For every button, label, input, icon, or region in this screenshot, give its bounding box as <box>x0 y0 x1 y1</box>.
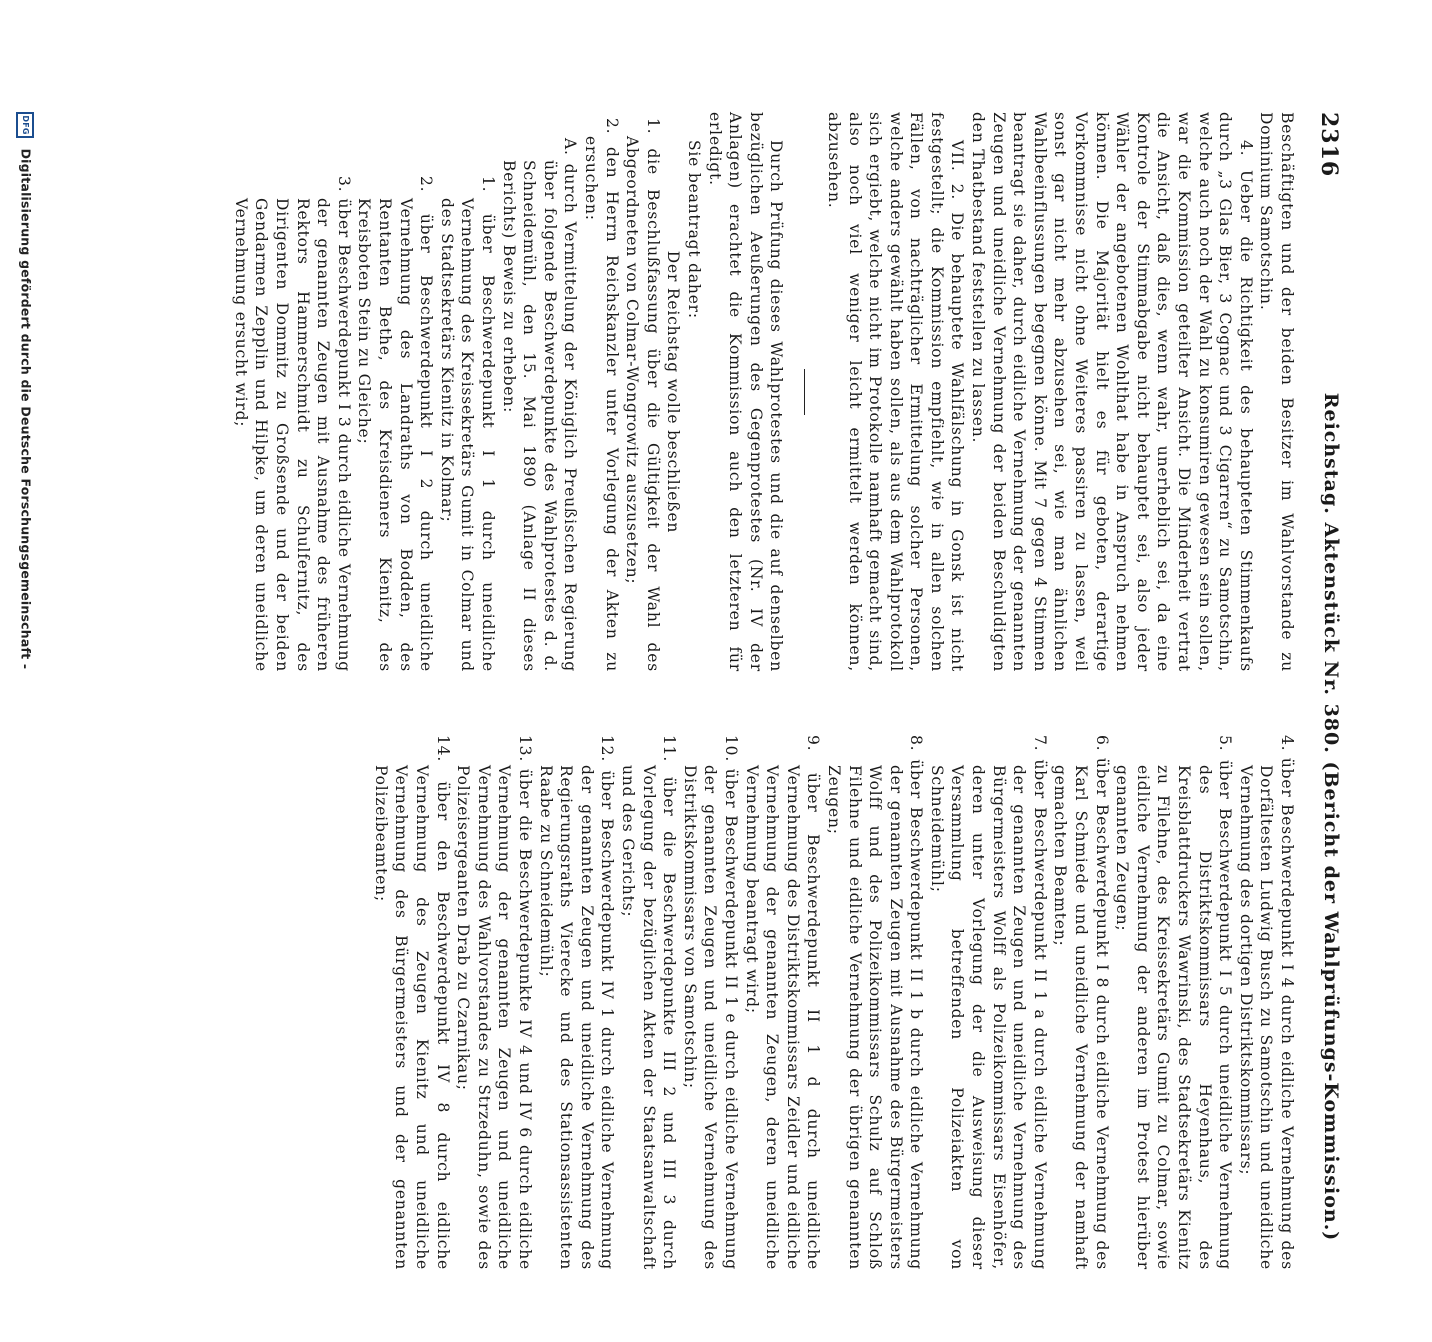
list-item: 14. über den Beschwerdepunkt IV 8 durch eidliche Vernehmung des Zeugen Kienitz und uneidliche Vernehmung des Bürgermeisters und der genannten Polizeibeamten; <box>371 735 452 1270</box>
list-item: 12. über Beschwerdepunkt IV 1 durch eidliche Vernehmung der genannten Zeugen und uneidliche Vernehmung des Regierungsraths Vierecke und des Stationsassistenten Raabe zu Schneidemühl; <box>536 735 617 1270</box>
dfg-logo-icon: DFG <box>16 112 34 138</box>
left-column <box>147 112 1297 672</box>
divider <box>804 369 805 415</box>
list-item: 2. den Herrn Reichskanzler unter Vorlegung der Akten zu ersuchen: <box>582 118 621 672</box>
page-header <box>1308 112 1348 1342</box>
paragraph: Sie beantragt daher: <box>684 140 703 319</box>
list-item: 10. über Beschwerdepunkt II 1 e durch eidliche Vernehmung der genannten Zeugen und uneidliche Vernehmung des Distriktskommissars von Samotschin; <box>680 735 740 1270</box>
paragraph: Durch Prüfung dieses Wahlprotestes und die auf denselben bezüglichen Aeußerungen des Gegenprotestes (Nr. IV der Anlagen) erachtet die Kommission auch den letzteren für erledigt. <box>705 112 786 672</box>
list-item: 9. über Beschwerdepunkt II 1 d durch uneidliche Vernehmung des Distriktskommissars Zeidler und eidliche Vernehmung der genannten Zeugen, deren uneidliche Vernehmung beantragt wird; <box>742 735 823 1270</box>
list-item: 11. über die Beschwerdepunkte III 2 und III 3 durch Vorlegung der bezüglichen Akten der Staatsanwaltschaft und des Gerichts; <box>619 735 679 1270</box>
list-item: 1. die Beschlußfassung über die Gültigkeit der Wahl des Abgeordneten von Colmar-Wongrowitz auszusetzen; <box>623 118 662 672</box>
paragraph: VII. 2. Die behauptete Wahlfälschung in Gonsk ist nicht festgestellt; die Kommission empfiehlt, wie in allen solchen Fällen, von nachträglicher Ermittelung solcher Personen, welche anders gewählt haben sollen, als aus dem Wahlprotokoll sich ergiebt, welche nicht im Protokolle namhaft gemacht sind, also noch viel weniger leicht ermittelt werden können, abzusehen. <box>824 112 967 672</box>
header-title: Reichstag. Aktenstück Nr. 380. (Bericht der Wahlprüfungs-Kommission.) <box>1320 392 1342 1242</box>
page-number: 2316 <box>1316 112 1342 178</box>
list-item: 1. über Beschwerdepunkt I 1 durch uneidliche Vernehmung des Kreissekretärs Gumit in Colmar und des Stadtsekretärs Kienitz in Kolmar; <box>437 176 498 672</box>
list-item: 4. über Beschwerdepunkt I 4 durch eidliche Vernehmung des Dorfältesten Ludwig Busch zu Samotschin und uneidliche Vernehmung des dortigen Distriktskommissars; <box>1236 735 1296 1270</box>
list-item: 8. über Beschwerdepunkt II 1 b durch eidliche Vernehmung der genannten Zeugen mit Ausnahme des Bürgermeisters Wolff und des Polizeikommissars Schulz auf Schloß Filehne und eidliche Vernehmung der übrigen genannten Zeugen; <box>824 735 926 1270</box>
list-item: 2. über Beschwerdepunkt I 2 durch uneidliche Vernehmung des Landraths von Bodden, des Rentanten Bethe, des Kreisdieners Kienitz, des Kreisboten Stein zu Gleiche; <box>355 176 436 672</box>
list-item: 6. über Beschwerdepunkt I 8 durch eidliche Vernehmung des Karl Schmiede und uneidliche Vernehmung der namhaft gemachten Beamten; <box>1051 735 1111 1270</box>
resolution-heading: Der Reichstag wolle beschließen <box>664 250 683 534</box>
list-item: A. durch Vermittelung der Königlich Preußischen Regierung über folgende Beschwerdepunkte des Wahlprotestes d. d. Schneidemühl, den 15. Mai 1890 (Anlage II dieses Berichts) Beweis zu erheben: <box>499 138 580 672</box>
list-item: 5. über Beschwerdepunkt I 5 durch uneidliche Vernehmung des Distriktskommissars Heyenhaus, des Kreisblattdruckers Wawrinski, des Stadtsekretärs Kienitz zu Filehne, des Kreissekretärs Gumit zu Colmar, sowie eidliche Vernehmung der anderen im Protest hierüber genannten Zeugen; <box>1113 735 1235 1270</box>
list-item: 7. über Beschwerdepunkt II 1 a durch eidliche Vernehmung der genannten Zeugen und uneidliche Vernehmung des Bürgermeisters Wolff als Polizeikommissars Eisenhöfer, deren unter Vorlegung der die Ausweisung dieser Versammlung betreffenden Polizeiakten von Schneidemühl; <box>927 735 1049 1270</box>
list-item: 3. über Beschwerdepunkt I 3 durch eidliche Vernehmung der genannten Zeugen mit Ausnahme des früheren Rektors Hammerschmidt zu Schulfernitz, des Dirigenten Dommitz zu Großsende und der beiden Gendarmen Zepplin und Hilpke, um deren uneidliche Vernehmung ersucht wird; <box>231 176 353 672</box>
paragraph: Beschäftigten und der beiden Besitzer im Wahlvorstande zu Dominium Samotschin. <box>1257 112 1296 672</box>
right-column <box>147 735 1297 1270</box>
digitization-credit <box>8 112 34 1342</box>
paragraph: 4. Ueber die Richtigkeit des behaupteten Stimmenkaufs durch „3 Glas Bier, 3 Cognac und 3 Cigarren“ zu Samotschin, welche auch noch der Wahl zu konsumiren gewesen sein sollen, war die Kommission geteilter Ansicht. Die Minderheit vertrat die Ansicht, daß dies, wenn wahr, unerheblich sei, da eine Kontrole der Stimmabgabe nicht behauptet sei, also jeder Wähler der angebotenen Wohlthat habe in Anspruch nehmen können. Die Majorität hielt es für geboten, derartige Vorkommnisse nicht ohne Weiteres passiren zu lassen, weil sonst gar nicht mehr abzusehen sei, wie man ähnlichen Wahlbeeinflussungen begegnen könne. Mit 7 gegen 4 Stimmen beantragt sie daher, durch eidliche Vernehmung der genannten Zeugen und uneidliche Vernehmung der beiden Beschuldigten den Thatbestand feststellen zu lassen. <box>969 112 1255 672</box>
credit-text: Digitalisierung gefördert durch die Deutsche Forschungsgemeinschaft - <box>18 148 34 670</box>
list-item: 13. über die Beschwerdepunkte IV 4 und IV 6 durch eidliche Vernehmung der genannten Zeugen und uneidliche Vernehmung des Wahlvorstandes zu Strzeduhn, sowie des Polizeisergeanten Drab zu Czarnikau; <box>454 735 535 1270</box>
